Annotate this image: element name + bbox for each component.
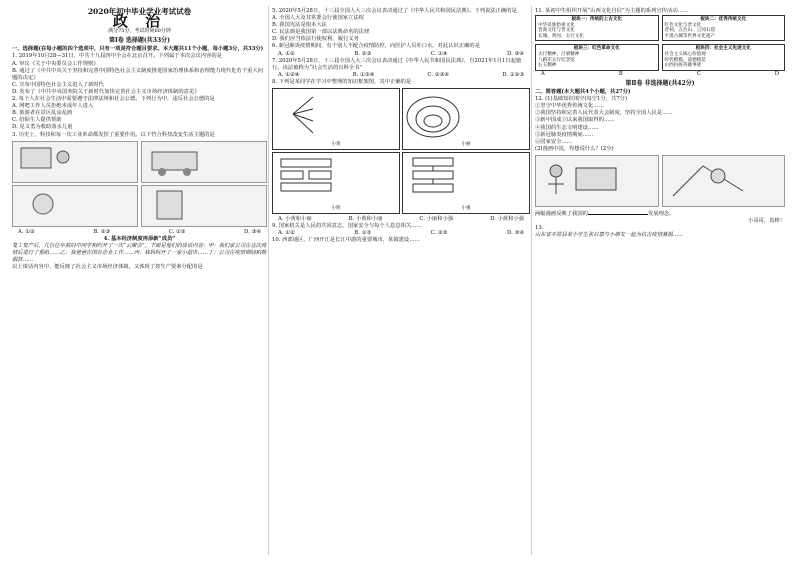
q11-panel bbox=[662, 15, 786, 41]
q6-option: C. ①④ bbox=[430, 50, 448, 57]
q11-option: A bbox=[541, 70, 545, 77]
q12-cartoon-2 bbox=[662, 155, 786, 207]
q11-panel bbox=[662, 44, 786, 70]
q3-option: D. ③④ bbox=[244, 228, 261, 235]
q8-label: 小丽 bbox=[461, 141, 471, 147]
q4-stem: 4. 基本经济制度再添新“成员” bbox=[103, 235, 176, 242]
q1-option-c: C. 宣布中国特色社会主义进入了新时代 bbox=[12, 81, 104, 88]
q9-stem: 9. 国家机关是人民的共同意志，国家安全与每个人息息相关…… bbox=[272, 223, 422, 230]
q2-option-d: D. 见义勇为救助落水儿童 bbox=[12, 124, 73, 131]
q8-option: C. 小丽和小强 bbox=[419, 216, 454, 223]
q12-line: ④我国的生态文明建设…… bbox=[535, 124, 599, 131]
q11-panel-item: 太行精神、吕梁精神 bbox=[538, 52, 580, 58]
q11-panel-title: 板块二：优秀传统文化 bbox=[700, 17, 747, 23]
q8-diagrams-row2 bbox=[272, 152, 530, 214]
q3-images-row2 bbox=[12, 185, 267, 227]
q2-option-a: A. 网吧工作人员拒绝未成年人进入 bbox=[12, 103, 94, 110]
q4-tail: 以上谈话内容中，能反映了社会主义市场经济体制，又体现了按生产要素分配的是 bbox=[12, 264, 203, 271]
q11-stem: 11. 某初中生组织开展“山西文化自信”为主题的系列宣传活动…… bbox=[535, 8, 689, 14]
q8-label: 小强 bbox=[461, 205, 471, 211]
q2-stem: 2. 每个人在社会生活中需要遵守法律法规和社会公德。下列行为中，违反社会公德的是 bbox=[12, 96, 215, 103]
q12-cartoon-1 bbox=[535, 155, 659, 207]
q12-stem: 12. (1)基础知识填空(每空1分，共7分) bbox=[535, 96, 628, 103]
caption-text: 两幅漫画反映了我国的 bbox=[535, 210, 588, 217]
q3-image-1 bbox=[12, 141, 138, 183]
q11-option: D bbox=[774, 70, 779, 77]
q1-option-a: A. 审议《关于中央委员会工作规则》 bbox=[12, 60, 99, 67]
q3-image-4 bbox=[141, 185, 267, 227]
q12-line: ①坚守中华优秀传统文化…… bbox=[535, 103, 604, 110]
q12-line: ⑥国家安全…… bbox=[535, 138, 573, 145]
q11-panel-item: 山西抗疫英雄事迹 bbox=[664, 63, 702, 69]
q11-panel-item: 社会主义核心价值观 bbox=[664, 52, 706, 58]
subject-title: 政 治 bbox=[112, 12, 167, 31]
q1-option-b: B. 通过了《中共中央关于坚持和完善中国特色社会主义制度推进国家治理体系和治理能力现代化若干重大问题的决定》 bbox=[12, 67, 263, 81]
q9-option: C. ②③ bbox=[430, 230, 448, 237]
q3-stem: 3. 历史上，科技和每一次工业革命都发挥了重要作用。以下符合科技改变生活主题的是 bbox=[12, 131, 215, 138]
q8-diagram-3 bbox=[272, 152, 400, 214]
q11-panel-item: 晋祠、五台山、云冈石窟 bbox=[664, 28, 716, 34]
q11-panel bbox=[535, 44, 659, 70]
q3-image-2 bbox=[141, 141, 267, 183]
q5-option-c: C. 民法典是我国第一部以法典命名的法律 bbox=[272, 29, 370, 36]
q9-option: A. ①② bbox=[278, 230, 295, 237]
section1-title: 一、选择题(在每小题的四个选项中，只有一项是符合题目要求。本大题共11个小题，每小题3分，共33分) bbox=[12, 46, 264, 53]
q1-stem: 1. 2019年10月28—31日，中共十九届四中全会在北京召开。下列属于本次会议内容的是 bbox=[12, 53, 222, 60]
q11-panel-item: 中华民族始祖文化 bbox=[538, 22, 575, 28]
q12-line: ③新中国成立以来我国取得的…… bbox=[535, 117, 615, 124]
q7-option: C. ②③④ bbox=[427, 71, 450, 78]
q11-panel-title: 板块一：传统的上古文化 bbox=[571, 17, 623, 23]
q8-diagram-1 bbox=[272, 88, 400, 150]
q5-option-b: B. 我国宪法是根本大法 bbox=[272, 22, 327, 29]
answer-blank[interactable] bbox=[588, 209, 648, 215]
part2-title: 第Ⅱ卷 非选择题(共42分) bbox=[625, 79, 695, 87]
q12-caption bbox=[535, 209, 785, 218]
q6-stem: 6. 新冠肺炎疫情期间，有个别人不配合疫情防控，向医护人员吐口水。对此认识正确的是 bbox=[272, 43, 481, 50]
q11-option: B bbox=[618, 70, 623, 77]
section2-title: 二、简答题(本大题共4个小题，共27分) bbox=[535, 89, 631, 96]
column-3 bbox=[535, 8, 785, 239]
q11-panel-item: 红色文化与晋文化 bbox=[664, 22, 702, 28]
q12-line: ⑤新冠肺炎疫情期间…… bbox=[535, 131, 594, 138]
q2-option-c: C. 给陌生人提供帮助 bbox=[12, 117, 62, 124]
q1-option-d: D. 发布了《中共中央国务院关于新时代加快完善社会主义市场经济体制的意见》 bbox=[12, 88, 200, 95]
q8-label: 小明 bbox=[331, 205, 341, 211]
q8-diagram-2 bbox=[402, 88, 530, 150]
q8-diagrams bbox=[272, 88, 530, 150]
q8-label: 小黄 bbox=[331, 141, 341, 147]
q11-panel-item: 右玉精神 bbox=[538, 63, 557, 69]
q5-option-d: D. 我们应当依法行使权利、履行义务 bbox=[272, 36, 359, 43]
q6-option: A. ①② bbox=[278, 50, 295, 57]
q3-option: A. ①② bbox=[18, 228, 35, 235]
caption-text: 发展理念。 bbox=[647, 210, 675, 217]
q11-panel-item: 时代楷模、道德模范 bbox=[664, 57, 706, 63]
q13-stem: 13. bbox=[535, 225, 544, 232]
column-2 bbox=[272, 8, 530, 244]
q12-line: ②我国坚持和完善人民代表大会制度，坚持全国人民是…… bbox=[535, 110, 673, 117]
q3-option: B. ②③ bbox=[93, 228, 111, 235]
q6-options bbox=[272, 51, 530, 58]
q8-option: A. 小黄和小丽 bbox=[278, 216, 312, 223]
q4-text: 复工复产后，几位往年前的中同学相约开了一次“云聚会”。下面是他们的谈话内容：甲：我们家公司在这次疫情后进行了重组……乙：我爸爸在国有企业工作……丙：我妈妈开了一家小超市……丁：公司在疫情期间积极捐款…… bbox=[12, 242, 267, 263]
q7-options bbox=[272, 72, 530, 79]
q11-panel-item: 晋商文化与晋文化 bbox=[538, 28, 575, 34]
q11-panel-item: 八路军太行纪念馆 bbox=[538, 57, 575, 63]
q5-stem: 5. 2020年5月28日，十三届全国人大三次会议表决通过了《中华人民共和国民法典》。下列说法正确的是 bbox=[272, 8, 517, 14]
q8-diagram-4 bbox=[402, 152, 530, 214]
q3-image-3 bbox=[12, 185, 138, 227]
q3-images bbox=[12, 141, 267, 183]
part1-title: 第Ⅰ卷 选择题(共33分) bbox=[109, 37, 170, 45]
column-1 bbox=[12, 8, 267, 271]
q8-option: D. 小黄和小强 bbox=[490, 216, 524, 223]
q11-options bbox=[535, 71, 785, 78]
q11-option: C bbox=[696, 70, 701, 77]
q7-option: B. ①③④ bbox=[352, 71, 375, 78]
q7-option: D. ①②③ bbox=[502, 71, 524, 78]
column-divider bbox=[268, 6, 269, 555]
q11-panel-title: 板块四：社会主义先进文化 bbox=[695, 46, 751, 52]
q6-option: B. ②③ bbox=[354, 50, 372, 57]
q5-option-a: A. 全国人大及其常委会行使国家立法权 bbox=[272, 15, 364, 22]
q13-text: 山东省平原县某小学生张启嘉与小朋友一起为抗击疫情募捐…… bbox=[535, 232, 684, 239]
q12-cartoons bbox=[535, 155, 785, 207]
q7-stem: 7. 2020年5月28日，十三届全国人大三次会议表决通过《中华人民共和国民法典》，自2021年1月1日起施行。该法被称为“社会生活的百科全书” bbox=[272, 57, 522, 71]
q11-panels bbox=[535, 15, 785, 71]
q11-panel-item: 平遥古城等世界文化遗产 bbox=[664, 33, 716, 39]
exam-note: 满分75分，考试时间60分钟 bbox=[108, 28, 171, 35]
q6-option: D. ③④ bbox=[507, 50, 524, 57]
q12-part2: (2)漫画中国，你想说什么？(2分) bbox=[535, 145, 614, 152]
q8-option: B. 小黄和小丽 bbox=[348, 216, 383, 223]
q3-options bbox=[12, 229, 267, 236]
q11-panel bbox=[535, 15, 659, 41]
q2-option-b: B. 旅游者在景区乱涂乱画 bbox=[12, 110, 73, 117]
exam-title: 2020年初中毕业学业考试试卷 bbox=[87, 7, 192, 16]
q8-stem: 8. 下列是某同学在学习中整理的知识框架图，其中正确的是 bbox=[272, 78, 412, 85]
q7-option: A. ①②④ bbox=[278, 71, 300, 78]
q10-stem: 10. 西部地区，广西开江是长江中游的重要城市，某镇建设…… bbox=[272, 237, 420, 244]
q9-option: D. ③④ bbox=[507, 230, 524, 237]
q11-panel-title: 板块三：红色革命文化 bbox=[573, 46, 620, 52]
q9-option: B. ①③ bbox=[354, 230, 372, 237]
q13-closing: 小哥哥，真棒！ bbox=[747, 217, 785, 224]
q11-panel-item: 长城、黄河、太行文化 bbox=[538, 33, 584, 39]
column-divider bbox=[531, 6, 532, 555]
q3-option: C. ①③ bbox=[168, 228, 186, 235]
